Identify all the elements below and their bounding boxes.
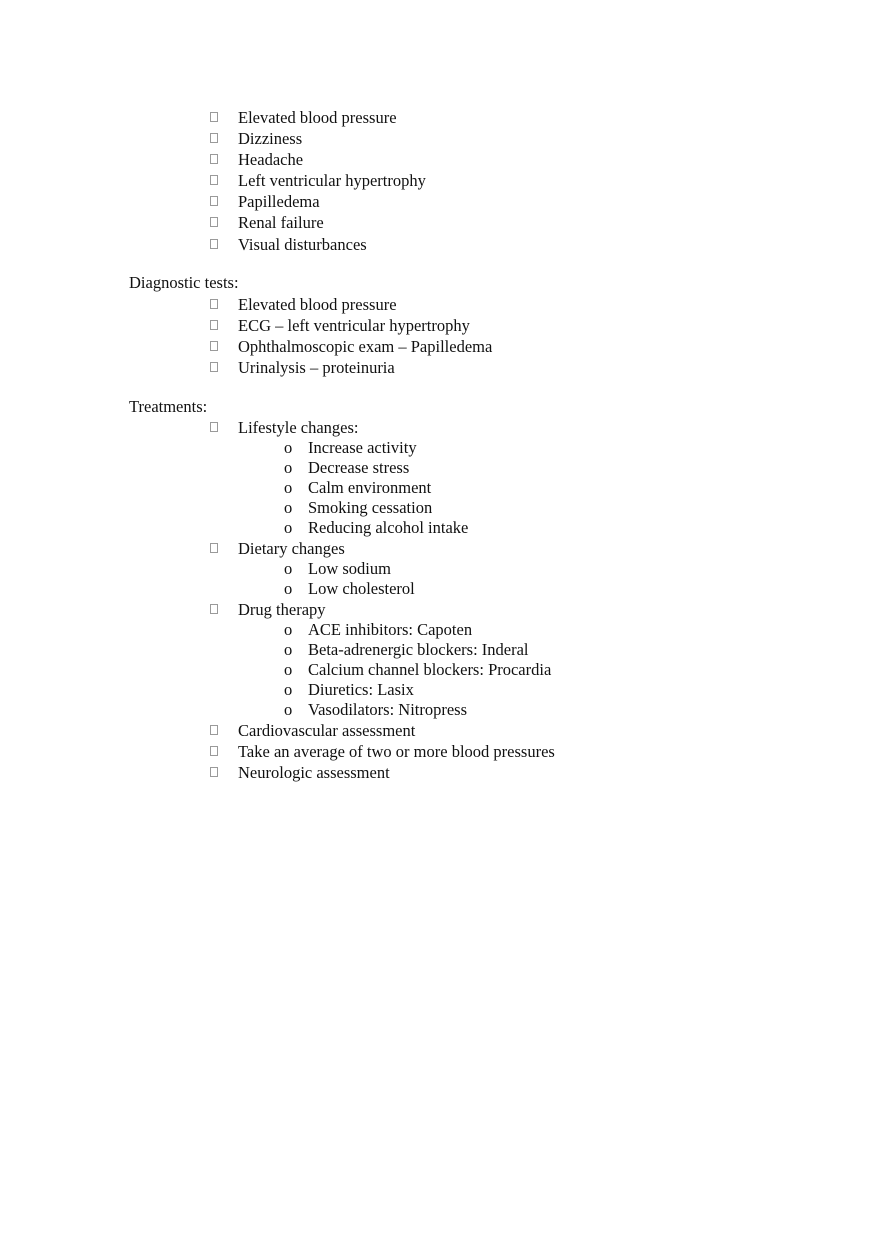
list-item-lifestyle [0, 417, 880, 538]
sub-bullet-marker: o [284, 458, 293, 478]
list-item [0, 315, 880, 336]
sub-list-item [284, 660, 880, 680]
list-item-text: ECG – left ventricular hypertrophy [238, 316, 470, 336]
sub-list-item-text: Reducing alcohol intake [308, 518, 469, 538]
sub-list-item-text: Calm environment [308, 478, 432, 498]
sub-bullet-marker: o [284, 660, 293, 680]
bullet-box-icon [210, 746, 218, 756]
treatments-list [0, 417, 880, 784]
symptoms-list [0, 107, 880, 255]
list-item [0, 107, 880, 128]
diagnostic-tests-list [0, 294, 880, 378]
lifestyle-sub-list [284, 438, 880, 538]
sub-list-item [284, 458, 880, 478]
list-item-text: Lifestyle changes: [238, 418, 359, 437]
sub-list-item [284, 438, 880, 458]
list-item-text: Renal failure [238, 213, 324, 233]
bullet-box-icon [210, 196, 218, 206]
list-item-text: Left ventricular hypertrophy [238, 171, 426, 191]
bullet-box-icon [210, 604, 218, 614]
list-item [0, 294, 880, 315]
sub-bullet-marker: o [284, 680, 293, 700]
bullet-box-icon [210, 299, 218, 309]
list-item [0, 741, 880, 762]
list-item-text: Elevated blood pressure [238, 295, 397, 314]
sub-list-item-text: Increase activity [308, 438, 417, 458]
drug-therapy-sub-list [284, 620, 880, 720]
list-item-text: Take an average of two or more blood pressures [238, 742, 555, 762]
sub-list-item-text: Decrease stress [308, 458, 410, 478]
sub-bullet-marker: o [284, 620, 293, 640]
bullet-box-icon [210, 341, 218, 351]
sub-bullet-marker: o [284, 438, 293, 458]
diagnostic-tests-heading: Diagnostic tests: [129, 273, 239, 292]
list-item-text: Neurologic assessment [238, 763, 390, 783]
list-item [0, 234, 880, 255]
list-item-text: Papilledema [238, 192, 320, 212]
sub-list-item [284, 680, 880, 700]
list-item-text: Elevated blood pressure [238, 108, 397, 127]
sub-bullet-marker: o [284, 498, 293, 518]
sub-bullet-marker: o [284, 700, 293, 720]
sub-list-item [284, 518, 880, 538]
sub-bullet-marker: o [284, 640, 293, 660]
sub-list-item [284, 559, 880, 579]
bullet-box-icon [210, 154, 218, 164]
sub-list-item [284, 579, 880, 599]
list-item [0, 336, 880, 357]
sub-bullet-marker: o [284, 518, 293, 538]
sub-list-item-text: Vasodilators: Nitropress [308, 700, 468, 720]
sub-list-item [284, 640, 880, 660]
sub-list-item-text: Low cholesterol [308, 579, 415, 599]
list-item-text: Dizziness [238, 129, 303, 149]
bullet-box-icon [210, 767, 218, 777]
list-item [0, 170, 880, 191]
list-item [0, 762, 880, 783]
bullet-box-icon [210, 362, 218, 372]
sub-bullet-marker: o [284, 478, 293, 498]
list-item [0, 212, 880, 233]
sub-list-item [284, 478, 880, 498]
list-item-drug-therapy [0, 599, 880, 720]
sub-list-item-text: Calcium channel blockers: Procardia [308, 660, 552, 680]
list-item-text: Ophthalmoscopic exam – Papilledema [238, 337, 493, 357]
sub-list-item [284, 700, 880, 720]
sub-bullet-marker: o [284, 559, 293, 579]
bullet-box-icon [210, 112, 218, 122]
list-item [0, 128, 880, 149]
sub-bullet-marker: o [284, 579, 293, 599]
bullet-box-icon [210, 239, 218, 249]
list-item-text: Dietary changes [238, 539, 345, 559]
list-item [0, 357, 880, 378]
list-item-dietary [0, 538, 880, 599]
sub-list-item-text: ACE inhibitors: Capoten [308, 620, 473, 640]
bullet-box-icon [210, 175, 218, 185]
sub-list-item-text: Smoking cessation [308, 498, 433, 518]
list-item-text: Visual disturbances [238, 234, 367, 254]
bullet-box-icon [210, 217, 218, 227]
sub-list-item [284, 620, 880, 640]
list-item-text: Urinalysis – proteinuria [238, 358, 395, 378]
list-item [0, 149, 880, 170]
list-item-text: Headache [238, 150, 304, 170]
bullet-box-icon [210, 422, 218, 432]
list-item [0, 720, 880, 741]
sub-list-item-text: Diuretics: Lasix [308, 680, 414, 700]
bullet-box-icon [210, 725, 218, 735]
treatments-heading: Treatments: [129, 397, 208, 416]
bullet-box-icon [210, 543, 218, 553]
list-item [0, 191, 880, 212]
dietary-sub-list [284, 559, 880, 599]
bullet-box-icon [210, 320, 218, 330]
sub-list-item-text: Low sodium [308, 559, 391, 579]
list-item-text: Drug therapy [238, 600, 326, 620]
list-item-text: Cardiovascular assessment [238, 721, 416, 741]
bullet-box-icon [210, 133, 218, 143]
sub-list-item [284, 498, 880, 518]
sub-list-item-text: Beta-adrenergic blockers: Inderal [308, 640, 529, 660]
